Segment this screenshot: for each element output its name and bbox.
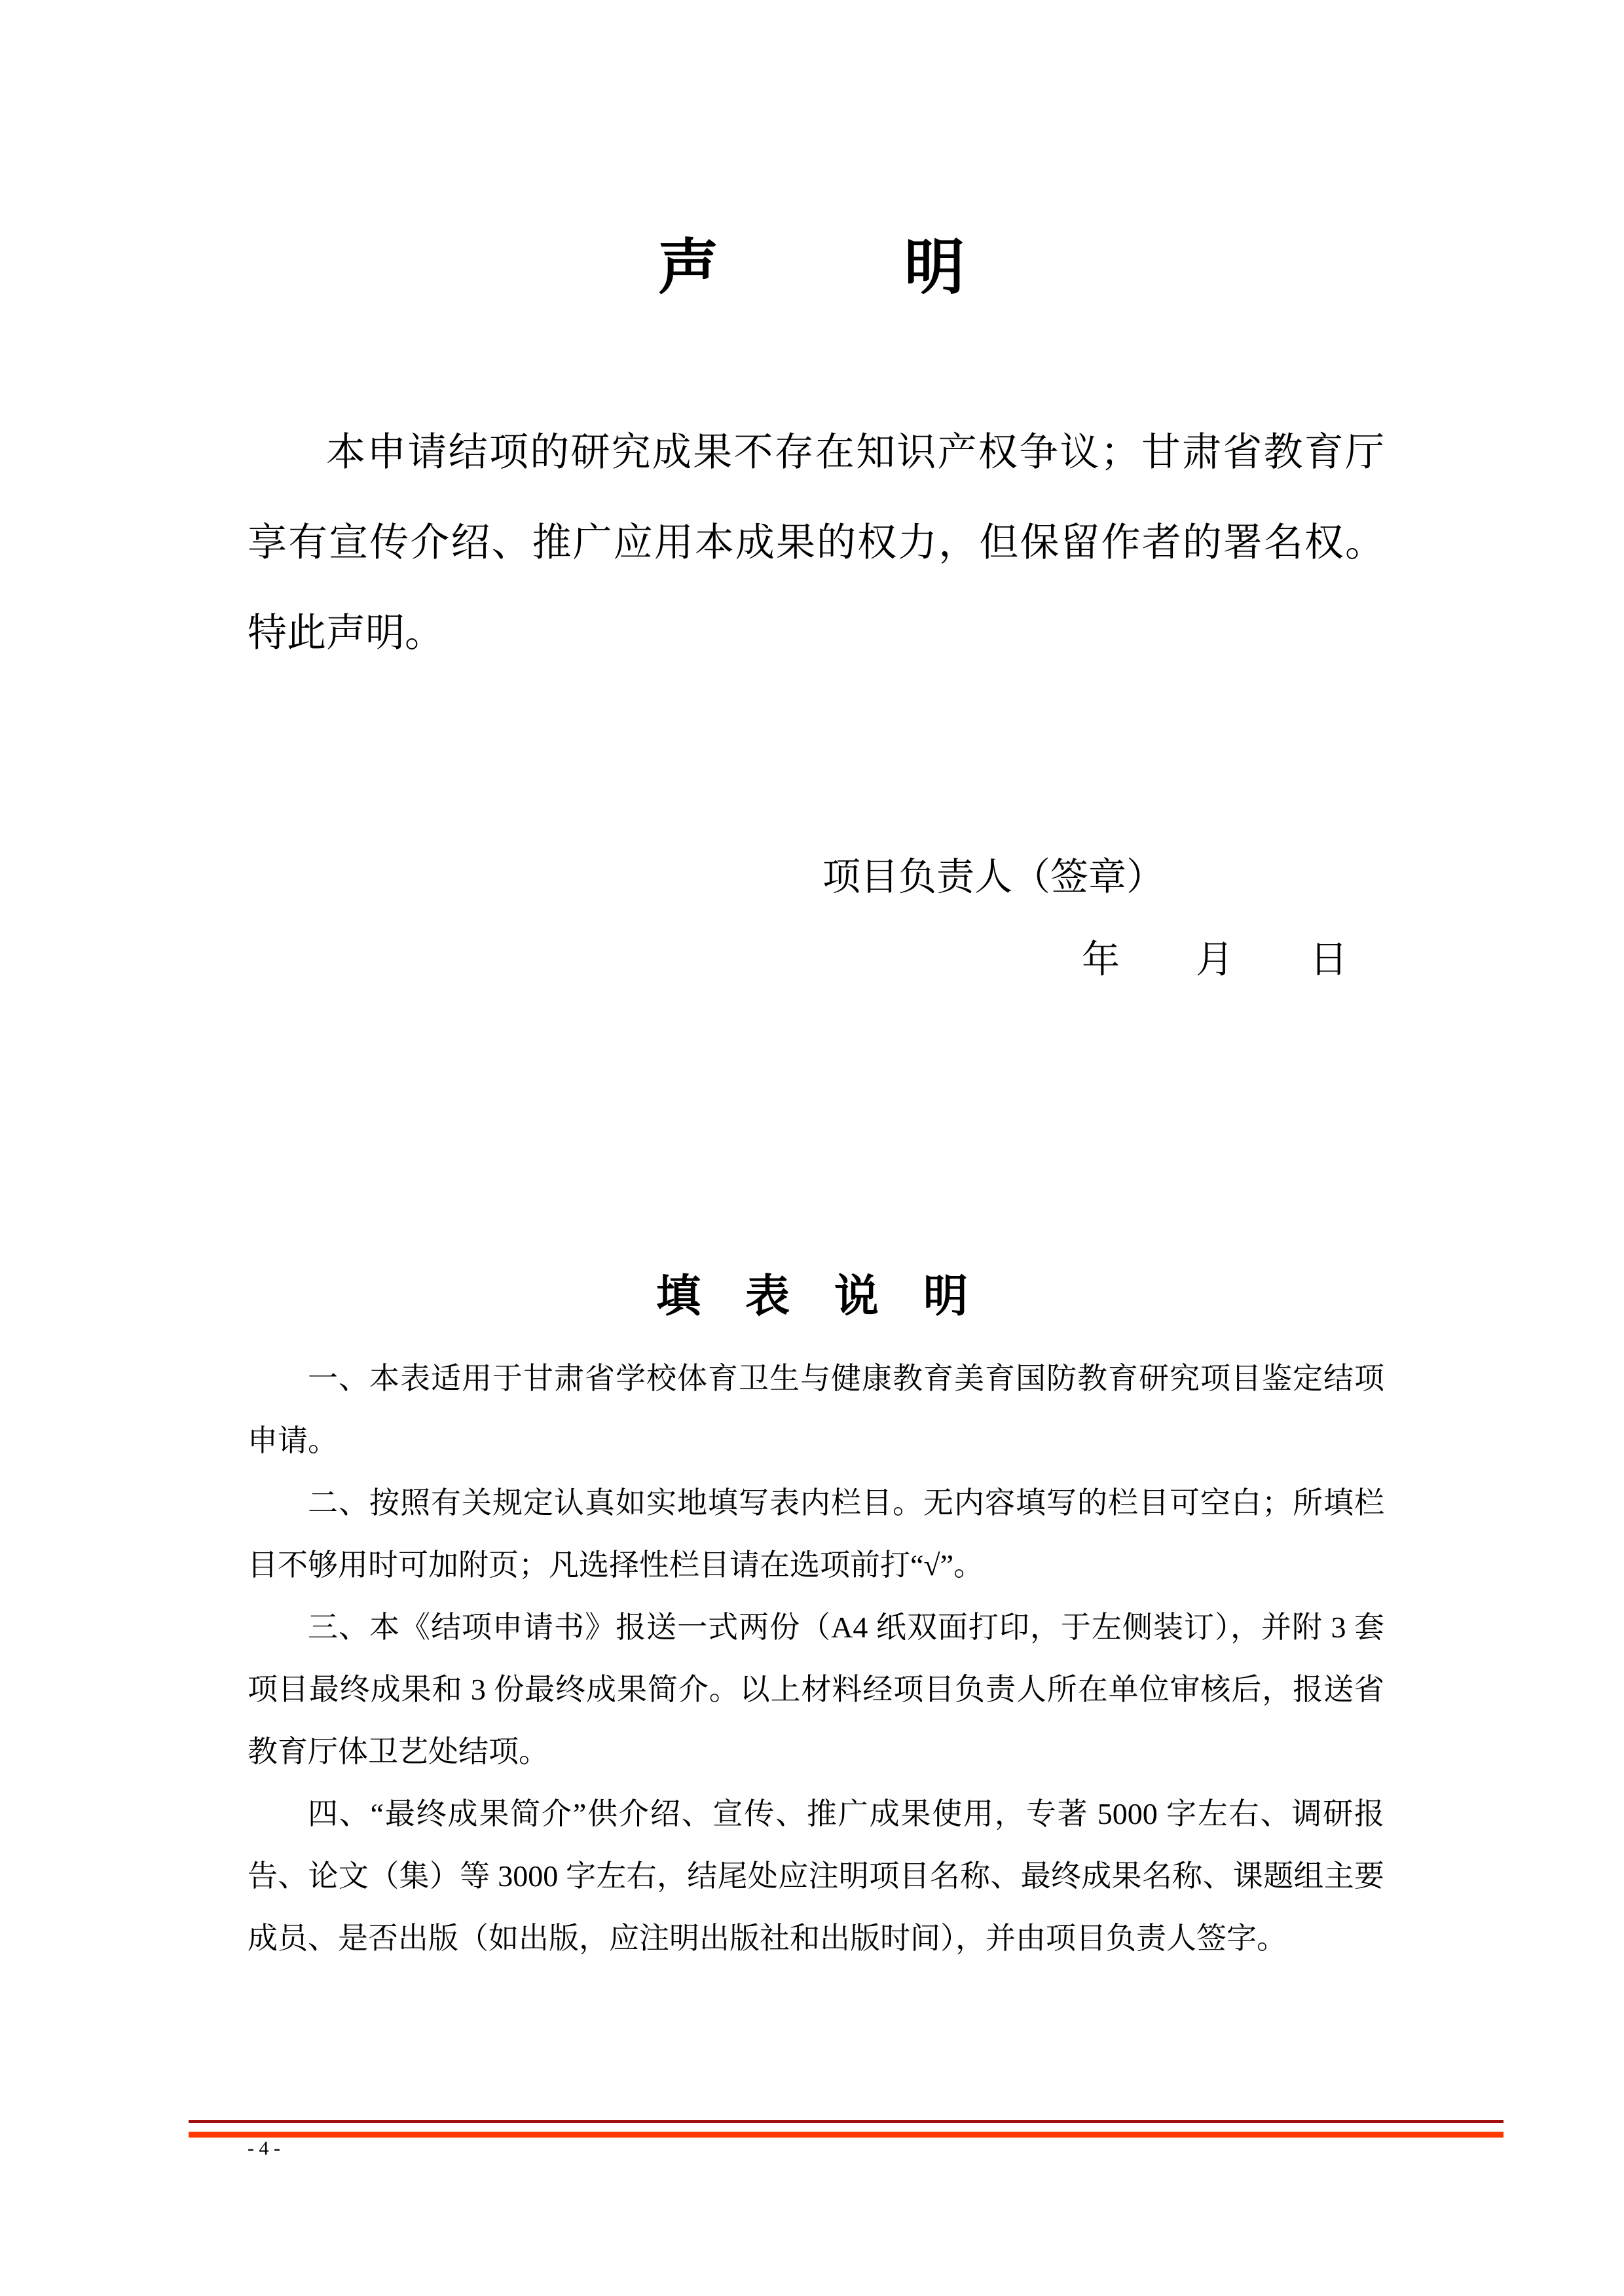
signature-label: 项目负责人（签章）	[822, 856, 1164, 898]
footer-rule-top	[189, 2120, 1504, 2123]
declaration-body: 本申请结项的研究成果不存在知识产权争议；甘肃省教育厅享有宣传介绍、推广应用本成果的权力，但保留作者的署名权。特此声明。	[248, 431, 1384, 655]
date-line: 年 月 日	[1081, 938, 1348, 981]
instructions-list	[248, 1347, 1384, 1969]
instruction-item: 一、本表适用于甘肃省学校体育卫生与健康教育美育国防教育研究项目鉴定结项申请。	[248, 1362, 1384, 1457]
instruction-item: 三、本《结项申请书》报送一式两份（A4 纸双面打印，于左侧装订），并附 3 套项目最终成果和 3 份最终成果简介。以上材料经项目负责人所在单位审核后，报送省教育厅体卫艺处结项。	[248, 1611, 1384, 1768]
instruction-item: 二、按照有关规定认真如实地填写表内栏目。无内容填写的栏目可空白；所填栏目不够用时可加附页；凡选择性栏目请在选项前打“√”。	[248, 1486, 1384, 1582]
instruction-item: 四、“最终成果简介”供介绍、宣传、推广成果使用，专著 5000 字左右、调研报告、论文（集）等 3000 字左右，结尾处应注明项目名称、最终成果名称、课题组主要成员、是否出版（如出版，应注明出版社和出版时间），并由项目负责人签字。	[248, 1797, 1384, 1955]
instructions-title: 填 表 说 明	[655, 1271, 968, 1321]
page-number: - 4 -	[248, 2138, 280, 2159]
footer-rule-bottom	[189, 2132, 1504, 2138]
declaration-title: 声 明	[657, 234, 966, 301]
